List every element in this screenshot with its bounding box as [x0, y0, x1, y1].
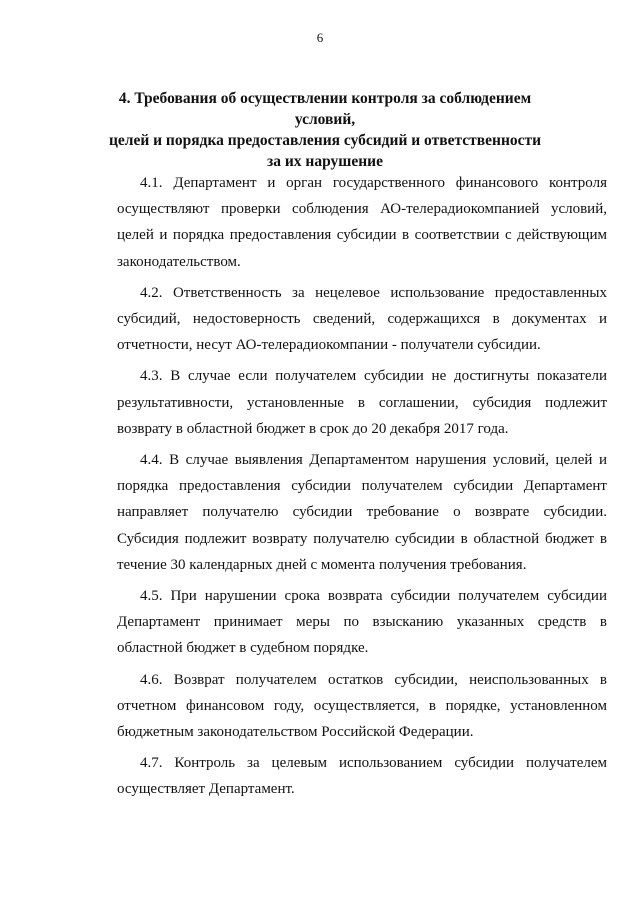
- paragraph-4-6: 4.6. Возврат получателем остатков субсидии, неиспользованных в отчетном финансовом году, осуществляется, в порядке, установленном бюджетным законодательством Российской Федерации.: [117, 671, 607, 741]
- paragraph-4-4: 4.4. В случае выявления Департаментом нарушения условий, целей и порядка предоставления субсидии получателем субсидии Департамент направляет получателю субсидии требование о возврате субсидии. Субсидия подлежит возврату получателю субсидии в областной бюджет в течение 30 календарных дней с момента получения требования.: [117, 452, 607, 573]
- section-title-line: целей и порядка предоставления субсидий и ответственности: [108, 132, 542, 149]
- paragraph-4-3: 4.3. В случае если получателем субсидии не достигнуты показатели результативности, установленные в соглашении, субсидия подлежит возврату в областной бюджет в срок до 20 декабря 2017 года.: [117, 368, 607, 437]
- page-number: 6: [316, 30, 324, 45]
- section-title-line: 4. Требования об осуществлении контроля за соблюдением условий,: [118, 90, 532, 128]
- paragraph-4-2: 4.2. Ответственность за нецелевое использование предоставленных субсидий, недостоверность сведений, содержащихся в документах и отчетности, несут АО-телерадиокомпании - получатели субсидии.: [117, 284, 607, 354]
- section-title: [100, 88, 550, 172]
- paragraph-4-1: 4.1. Департамент и орган государственного финансового контроля осуществляют проверки соблюдения АО-телерадиокомпанией условий, целей и порядка предоставления субсидии в соответствии с действующим законодательством.: [117, 175, 607, 270]
- paragraph-4-5: 4.5. При нарушении срока возврата субсидии получателем субсидии Департамент принимает меры по взысканию указанных средств в областной бюджет в судебном порядке.: [117, 588, 607, 657]
- section-body: [117, 170, 607, 808]
- section-title-line: за их нарушение: [267, 153, 383, 170]
- paragraph-4-7: 4.7. Контроль за целевым использованием субсидии получателем осуществляет Департамент.: [117, 755, 607, 798]
